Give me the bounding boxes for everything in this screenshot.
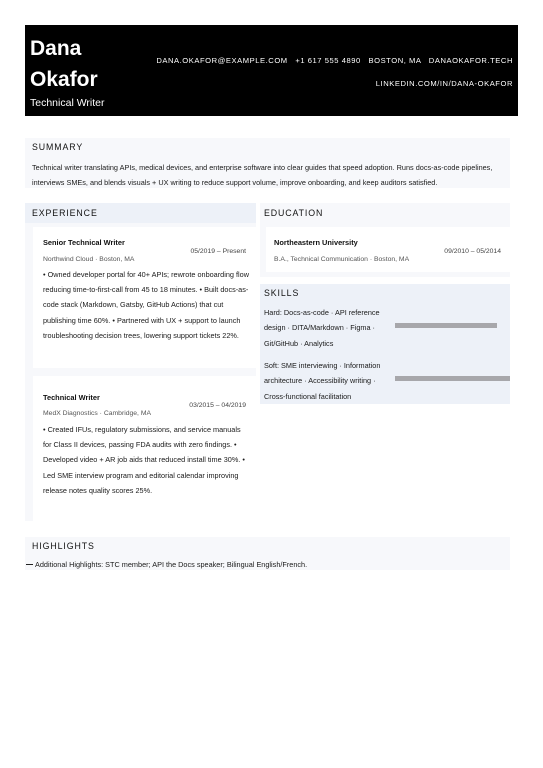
resume-header [25, 25, 518, 116]
skills-title: SKILLS [264, 288, 300, 298]
phone-text: +1 617 555 4890 [295, 56, 361, 65]
contact-line [151, 56, 513, 65]
experience-title: EXPERIENCE [32, 208, 98, 218]
degree-text: B.A., Technical Communication · Boston, MA [274, 256, 410, 263]
job-title: Technical Writer [43, 393, 100, 402]
job-description: • Owned developer portal for 40+ APIs; rewrote onboarding flow reducing time-to-first-call from 45 to 18 minutes. • Built docs-as-code stack (Markdown, Gatsby, GitHub Actions) that cut publishing time 60%. • Partnered with UX + support to launch troubleshooting decision trees, lowering support tickets 22%. [43, 270, 249, 340]
job-dates: 05/2019 – Present [190, 248, 246, 255]
email-link[interactable]: DANA.OKAFOR@EXAMPLE.COM [156, 56, 288, 65]
skill-level-bar-hard [395, 323, 497, 328]
skill-level-bar-soft [395, 376, 510, 381]
location-text: BOSTON, MA [368, 56, 422, 65]
highlights-text: Additional Highlights: STC member; API the Docs speaker; Bilingual English/French. [35, 560, 308, 569]
job-company: Northwind Cloud · Boston, MA [43, 256, 135, 263]
website-link[interactable]: DANAOKAFOR.TECH [428, 56, 513, 65]
candidate-role: Technical Writer [30, 97, 105, 109]
education-title: EDUCATION [264, 208, 324, 218]
summary-text: Technical writer translating APIs, medical devices, and enterprise software into clear guides that speed adoption. Runs docs-as-code pipelines, interviews SMEs, and blends visuals + UX writing to reduce support volume, improve onboarding, and keep auditors satisfied. [32, 163, 493, 187]
summary-title: SUMMARY [32, 142, 84, 152]
candidate-name [30, 33, 98, 95]
linkedin-link[interactable]: LINKEDIN.COM/IN/DANA-OKAFOR [375, 79, 513, 88]
job-dates: 03/2015 – 04/2019 [189, 402, 246, 409]
highlights-title: HIGHLIGHTS [32, 541, 95, 551]
job-title: Senior Technical Writer [43, 238, 125, 247]
education-dates: 09/2010 – 05/2014 [444, 248, 501, 255]
bullet-dash [26, 564, 33, 565]
skill-group-hard: Hard: Docs-as-code · API reference design · DITA/Markdown · Figma · Git/GitHub · Analytics [264, 308, 380, 348]
job-company: MedX Diagnostics · Cambridge, MA [43, 410, 152, 417]
school-name: Northeastern University [274, 238, 358, 247]
first-name: Dana [30, 37, 82, 60]
job-description: • Created IFUs, regulatory submissions, and service manuals for Class II devices, passing FDA audits with zero findings. • Developed video + AR job aids that reduced install time 30%. • Led SME interview program and editorial calendar improving release notes quality scores 25%. [43, 425, 245, 495]
skill-group-soft: Soft: SME interviewing · Information architecture · Accessibility writing · Cross-functional facilitation [264, 361, 381, 401]
last-name: Okafor [30, 68, 98, 91]
